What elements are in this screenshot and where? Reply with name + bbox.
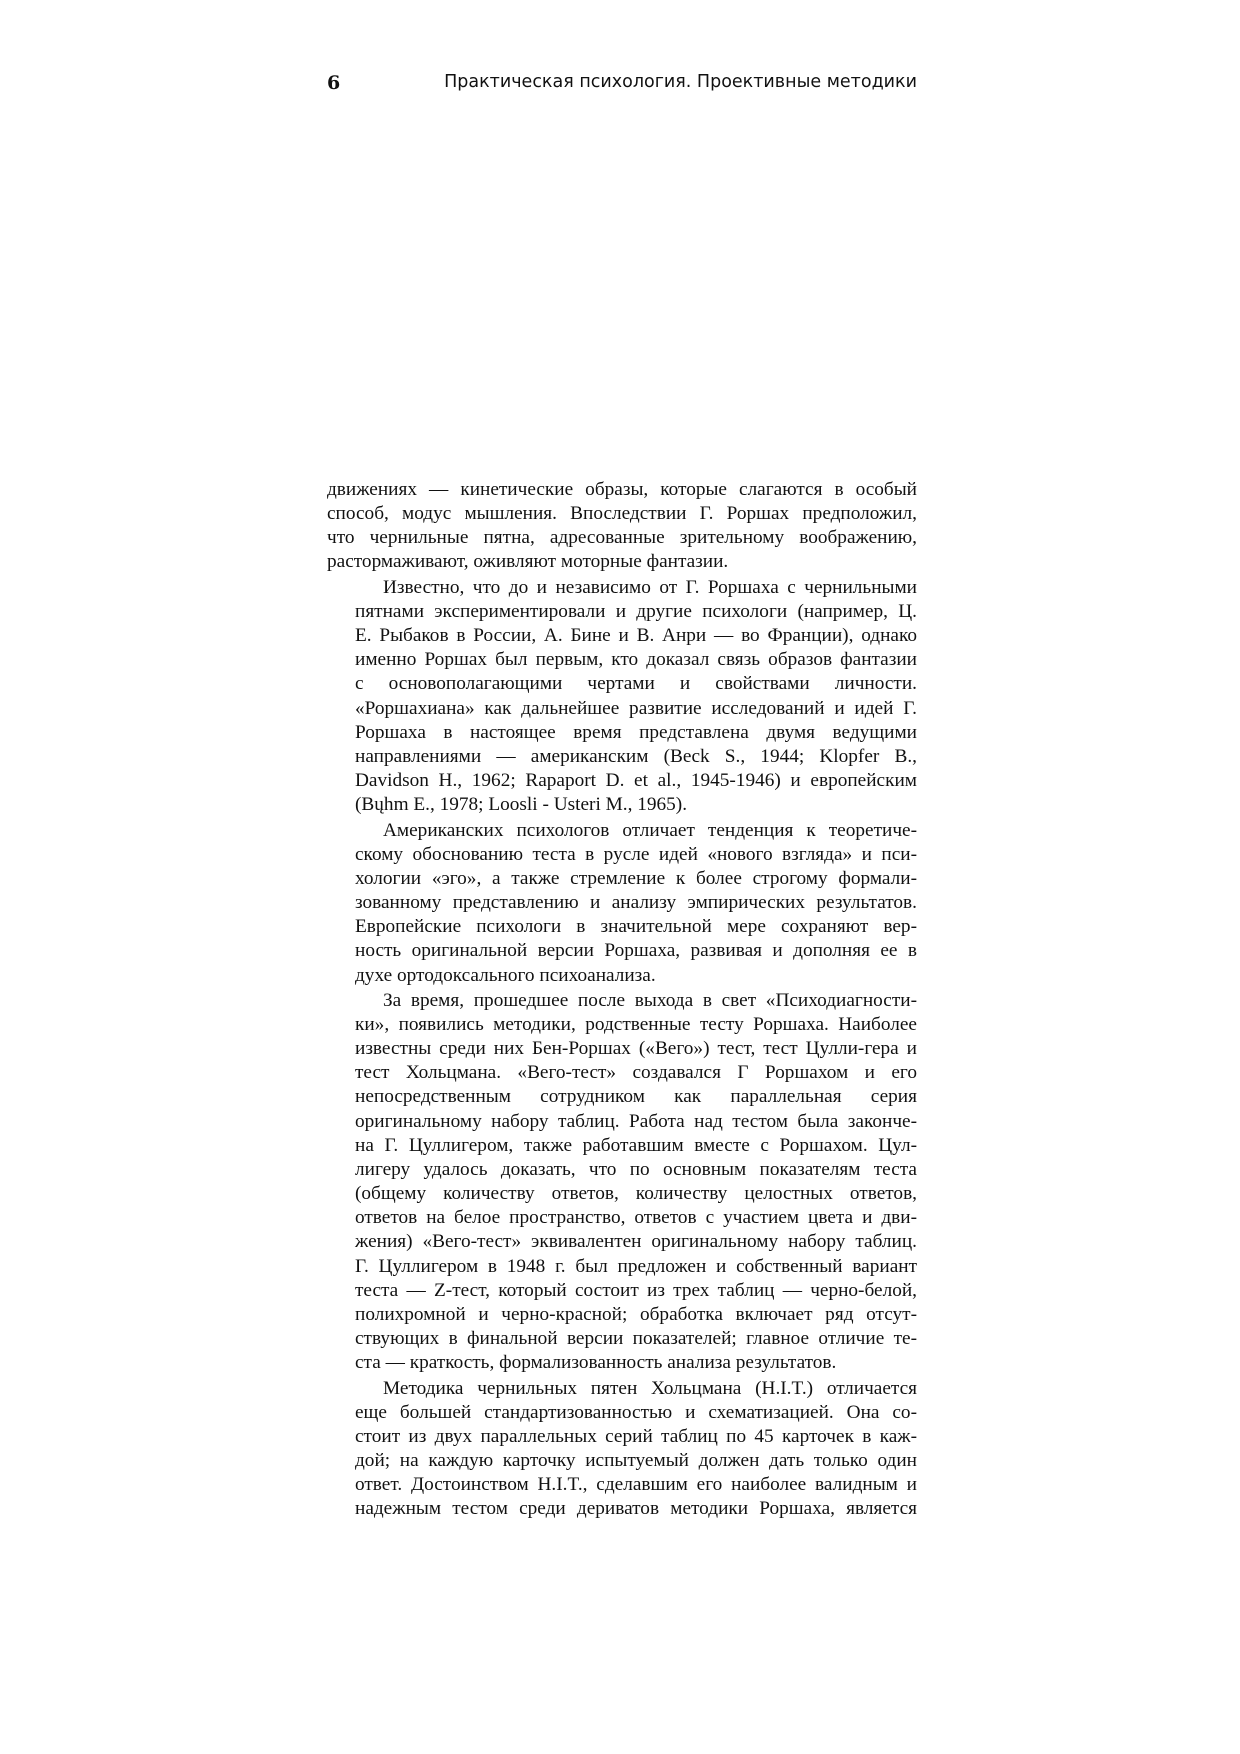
text-line: движениях — кинетические образы, которые слагаются в особый bbox=[327, 479, 917, 500]
text-line: направлениями — американским (Beck S., 1944; Klopfer B., bbox=[355, 745, 917, 767]
text-line: на Г. Цуллигером, также работавшим вместе с Роршахом. Цул- bbox=[355, 1134, 917, 1156]
text-line: что чернильные пятна, адресованные зрительному воображению, bbox=[327, 527, 917, 549]
text-line: (Bųhm E., 1978; Loosli - Usteri M., 1965). bbox=[355, 794, 688, 816]
text-line: жения) «Вего-тест» эквивалентен оригинальному набору таблиц. bbox=[355, 1231, 917, 1253]
text-line: Известно, что до и независимо от Г. Роршаха с чернильными bbox=[383, 576, 917, 598]
body-text bbox=[327, 478, 917, 1523]
text-line: «Роршахиана» как дальнейшее развитие исследований и идей Г. bbox=[355, 697, 917, 719]
text-line: надежным тестом среди дериватов методики Роршаха, является bbox=[355, 1498, 917, 1520]
running-title: Практическая психология. Проективные методики bbox=[444, 72, 917, 92]
page-number: 6 bbox=[327, 72, 341, 94]
text-line: духе ортодоксального психоанализа. bbox=[355, 964, 656, 986]
text-line: Европейские психологи в значительной мере сохраняют вер- bbox=[355, 916, 917, 938]
text-line: ствующих в финальной версии показателей; главное отличие те- bbox=[355, 1328, 917, 1350]
text-line: ответов на белое пространство, ответов с участием цвета и дви- bbox=[355, 1207, 917, 1229]
text-line: стоит из двух параллельных серий таблиц по 45 карточек в каж- bbox=[355, 1425, 917, 1447]
text-line: Е. Рыбаков в России, А. Бине и В. Анри — во Франции), однако bbox=[355, 625, 917, 647]
paragraph bbox=[327, 989, 917, 1376]
text-line: растормаживают, оживляют моторные фантазии. bbox=[327, 551, 729, 573]
text-line: пятнами экспериментировали и другие психологи (например, Ц. bbox=[355, 600, 917, 622]
text-line: непосредственным сотрудником как параллельная серия bbox=[355, 1086, 917, 1108]
text-line: известны среди них Бен-Роршах («Вего») тест, тест Цулли-гера и bbox=[355, 1038, 917, 1060]
text-line: хологии «эго», а также стремление к более строгому формали- bbox=[355, 867, 917, 889]
paragraph bbox=[327, 1377, 917, 1522]
text-line: Davidson H., 1962; Rapaport D. et al., 1945-1946) и европейским bbox=[355, 770, 917, 792]
text-line: ки», появились методики, родственные тесту Роршаха. Наиболее bbox=[355, 1014, 917, 1035]
running-header bbox=[327, 72, 917, 102]
text-line: За время, прошедшее после выхода в свет «Психодиагности- bbox=[383, 989, 917, 1011]
text-line: с основополагающими чертами и свойствами личности. bbox=[355, 673, 917, 695]
text-line: тест Хольцмана. «Вего-тест» создавался Г Роршахом и его bbox=[355, 1062, 917, 1084]
text-line: способ, модус мышления. Впоследствии Г. Роршах предположил, bbox=[327, 503, 917, 525]
text-line: зованному представлению и анализу эмпирических результатов. bbox=[355, 892, 917, 914]
text-line: Методика чернильных пятен Хольцмана (H.I.T.) отличается bbox=[383, 1377, 917, 1399]
text-line: оригинальному набору таблиц. Работа над тестом была закончe- bbox=[355, 1110, 917, 1132]
text-line: Американских психологов отличает тенденция к теоретиче- bbox=[383, 819, 917, 841]
text-line: (общему количеству ответов, количеству целостных ответов, bbox=[355, 1183, 917, 1205]
text-line: ста — краткость, формализованность анализа результатов. bbox=[355, 1352, 837, 1374]
text-line: именно Роршах был первым, кто доказал связь образов фантазии bbox=[355, 649, 917, 671]
text-line: Г. Цуллигером в 1948 г. был предложен и собственный вариант bbox=[355, 1255, 917, 1277]
text-line: дой; на каждую карточку испытуемый должен дать только один bbox=[355, 1450, 917, 1471]
text-line: полихромной и черно-красной; обработка включает ряд отсут- bbox=[355, 1303, 917, 1325]
text-line: теста — Z-тест, который состоит из трех таблиц — черно-белой, bbox=[355, 1279, 917, 1301]
text-line: скому обоснованию теста в русле идей «нового взгляда» и пси- bbox=[355, 843, 917, 865]
text-line: Роршаха в настоящее время представлена двумя ведущими bbox=[355, 721, 917, 743]
paragraph bbox=[327, 576, 917, 818]
text-line: ность оригинальной версии Роршаха, развивая и дополняя ее в bbox=[355, 940, 917, 962]
paragraph bbox=[327, 478, 917, 575]
text-line: ответ. Достоинством H.I.T., сделавшим его наиболее валидным и bbox=[355, 1474, 917, 1496]
text-line: еще большей стандартизованностью и схематизацией. Она со- bbox=[355, 1401, 917, 1423]
text-line: лигеру удалось доказать, что по основным показателям теста bbox=[355, 1158, 917, 1180]
paragraph bbox=[327, 819, 917, 988]
